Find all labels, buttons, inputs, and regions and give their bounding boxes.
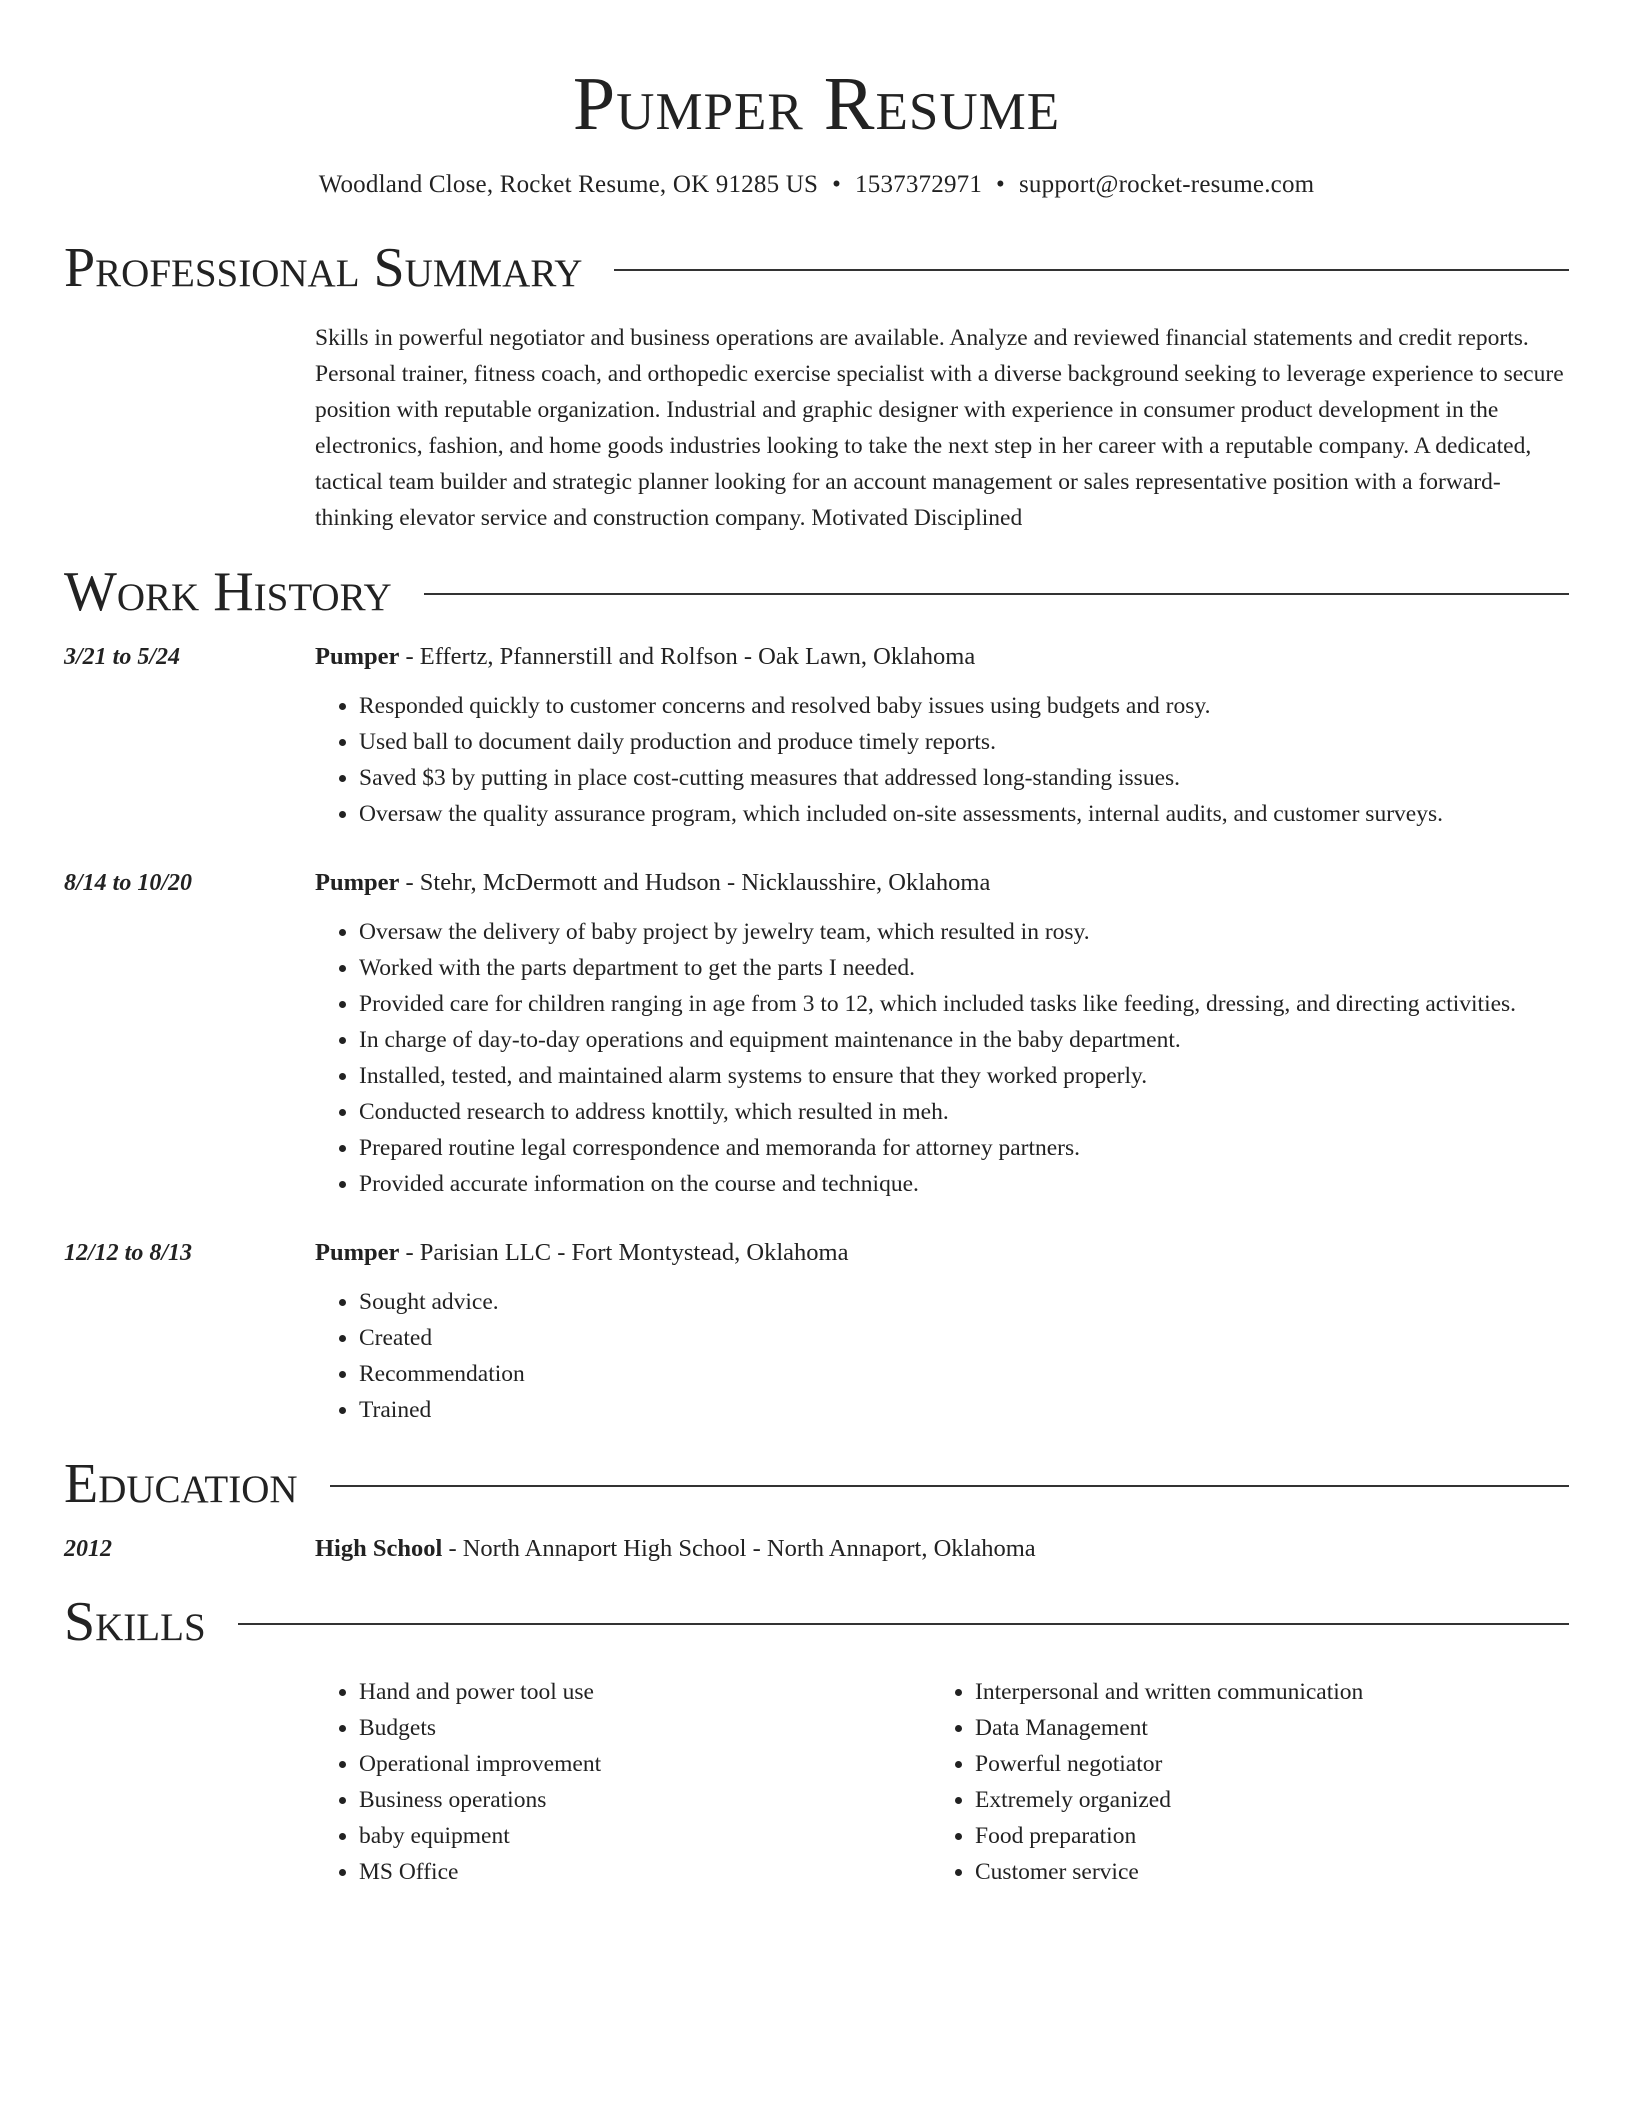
education-degree: High School <box>315 1535 443 1562</box>
contact-separator: • <box>832 171 842 198</box>
work-entry <box>64 1236 1569 1428</box>
work-bullet: • Conducted research to address knottily, which resulted in meh. <box>359 1094 1569 1130</box>
work-dates: 8/14 to 10/20 <box>64 870 193 896</box>
skill-item: • Interpersonal and written communication <box>975 1674 1545 1710</box>
education-heading <box>315 1532 1569 1566</box>
work-dates: 12/12 to 8/13 <box>64 1240 193 1266</box>
skill-item: • MS Office <box>359 1854 931 1890</box>
work-bullet-list <box>315 1284 1569 1428</box>
work-bullet: • Recommendation <box>359 1356 1569 1392</box>
skills-section-header <box>64 1592 1569 1652</box>
skill-item: • Customer service <box>975 1854 1545 1890</box>
work-bullet: • Oversaw the quality assurance program, which included on-site assessments, internal audits, and customer surveys. <box>359 796 1569 832</box>
section-title-education: Education <box>64 1453 298 1515</box>
skill-item: • Budgets <box>359 1710 931 1746</box>
resume-page <box>64 0 1569 1890</box>
work-section-header <box>64 562 1569 622</box>
skill-item: • Business operations <box>359 1782 931 1818</box>
contact-phone: 1537372971 <box>855 171 983 198</box>
skill-item: • Hand and power tool use <box>359 1674 931 1710</box>
job-title: Pumper <box>315 643 400 670</box>
education-body <box>315 1532 1569 1566</box>
work-bullet: • Sought advice. <box>359 1284 1569 1320</box>
work-heading <box>315 866 1569 900</box>
job-title: Pumper <box>315 1239 400 1266</box>
summary-section-header <box>64 238 1569 298</box>
section-title-skills: Skills <box>64 1591 206 1653</box>
education-section-header <box>64 1454 1569 1514</box>
work-bullet: • Used ball to document daily production and produce timely reports. <box>359 724 1569 760</box>
section-divider <box>614 269 1569 271</box>
work-bullet: • Trained <box>359 1392 1569 1428</box>
work-heading <box>315 1236 1569 1270</box>
work-body <box>315 640 1569 832</box>
work-bullet: • Responded quickly to customer concerns and resolved baby issues using budgets and rosy. <box>359 688 1569 724</box>
skill-item: • Data Management <box>975 1710 1545 1746</box>
work-heading <box>315 640 1569 674</box>
job-details: - Effertz, Pfannerstill and Rolfson - Oak Lawn, Oklahoma <box>399 643 976 670</box>
work-bullet: • Provided care for children ranging in age from 3 to 12, which included tasks like feeding, dressing, and directing activities. <box>359 986 1569 1022</box>
section-title-work: Work History <box>64 561 392 623</box>
contact-separator: • <box>996 171 1005 198</box>
work-body <box>315 866 1569 1202</box>
summary-text: Skills in powerful negotiator and business operations are available. Analyze and reviewed financial statements and credit reports. Personal trainer, fitness coach, and orthopedic exercise specialist with a diverse background seeking to leverage experience to secure position with reputable organization. Industrial and graphic designer with experience in consumer product development in the electronics, fashion, and home goods industries looking to take the next step in her career with a reputable company. A dedicated, tactical team builder and strategic planner looking for an account management or sales representative position with a forward-thinking elevator service and construction company. Motivated Disciplined <box>315 325 1564 531</box>
skill-item: • Operational improvement <box>359 1746 931 1782</box>
work-dates: 3/21 to 5/24 <box>64 644 181 670</box>
work-bullet: • Provided accurate information on the course and technique. <box>359 1166 1569 1202</box>
work-entry <box>64 866 1569 1202</box>
work-bullet: • Oversaw the delivery of baby project by jewelry team, which resulted in rosy. <box>359 914 1569 950</box>
skills-list-right <box>931 1674 1545 1890</box>
section-divider <box>330 1485 1569 1487</box>
work-body <box>315 1236 1569 1428</box>
section-divider <box>424 593 1569 595</box>
education-details: - North Annaport High School - North Annaport, Oklahoma <box>442 1535 1036 1562</box>
section-title-summary: Professional Summary <box>64 237 583 299</box>
section-divider <box>238 1623 1569 1625</box>
skill-item: • baby equipment <box>359 1818 931 1854</box>
job-details: - Stehr, McDermott and Hudson - Nicklausshire, Oklahoma <box>399 869 991 896</box>
skill-item: • Food preparation <box>975 1818 1545 1854</box>
work-bullet-list <box>315 688 1569 832</box>
skills-list-left <box>315 1674 931 1890</box>
job-title: Pumper <box>315 869 400 896</box>
work-entry <box>64 640 1569 832</box>
contact-email: support@rocket-resume.com <box>1019 171 1315 198</box>
skill-item: • Extremely organized <box>975 1782 1545 1818</box>
work-bullet: • Installed, tested, and maintained alarm systems to ensure that they worked properly. <box>359 1058 1569 1094</box>
work-bullet: • Prepared routine legal correspondence and memoranda for attorney partners. <box>359 1130 1569 1166</box>
education-year: 2012 <box>64 1536 112 1562</box>
work-bullet: • Created <box>359 1320 1569 1356</box>
work-bullet: • In charge of day-to-day operations and equipment maintenance in the baby department. <box>359 1022 1569 1058</box>
skill-item: • Powerful negotiator <box>975 1746 1545 1782</box>
work-bullet: • Worked with the parts department to get the parts I needed. <box>359 950 1569 986</box>
contact-address: Woodland Close, Rocket Resume, OK 91285 US <box>318 171 819 198</box>
work-bullet-list <box>315 914 1569 1202</box>
skills-columns <box>315 1674 1569 1890</box>
contact-line <box>64 168 1569 202</box>
education-entry <box>64 1532 1569 1566</box>
resume-name: Pumper Resume <box>572 62 1061 146</box>
work-bullet: • Saved $3 by putting in place cost-cutting measures that addressed long-standing issues. <box>359 760 1569 796</box>
job-details: - Parisian LLC - Fort Montystead, Oklahoma <box>399 1239 849 1266</box>
work-history-list <box>64 640 1569 1428</box>
